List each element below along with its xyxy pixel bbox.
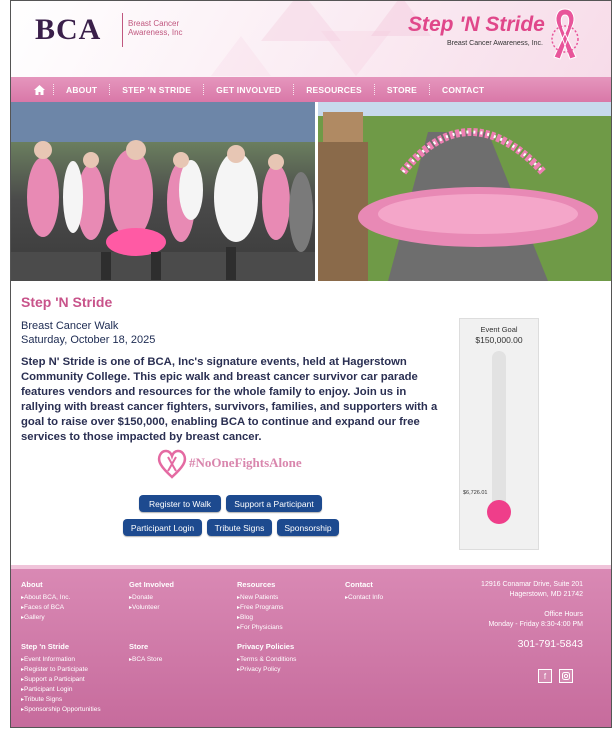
thermometer-tube (492, 351, 506, 523)
step-n-stride-logo-subtitle: Breast Cancer Awareness, Inc. (447, 40, 543, 47)
footer-link[interactable]: ▸ Volunteer (129, 603, 174, 613)
hashtag-text: #NoOneFightsAlone (189, 455, 302, 470)
footer-column-title: Step 'n Stride (21, 642, 70, 651)
page-title: Step 'N Stride (21, 294, 113, 310)
nav-item-resources[interactable]: RESOURCES (306, 84, 362, 95)
address-line-1: 12916 Conamar Drive, Suite 201 (481, 581, 583, 588)
home-icon[interactable] (25, 85, 53, 95)
footer-link[interactable]: ▸ Support a Participant (21, 675, 101, 685)
footer-link[interactable]: ▸ Participant Login (21, 685, 101, 695)
participant-login-button[interactable]: Participant Login (123, 519, 202, 536)
footer-link[interactable]: ▸ Register to Participate (21, 665, 101, 675)
nav-separator (429, 84, 430, 95)
walkers-photo (11, 102, 315, 281)
footer-column (21, 580, 70, 623)
footer-link[interactable]: ▸ Privacy Policy (237, 665, 296, 675)
footer-column-title: Contact (345, 580, 373, 589)
bca-logo[interactable]: BCA (35, 13, 102, 46)
footer-link[interactable]: ▸ Event Information (21, 655, 101, 665)
footer-link[interactable]: ▸ Free Programs (237, 603, 283, 613)
fundraising-thermometer (459, 318, 539, 550)
footer-link[interactable]: ▸ BCA Store (129, 655, 162, 665)
aerial-crowd-photo (318, 102, 612, 281)
sponsorship-button[interactable]: Sponsorship (277, 519, 339, 536)
footer-link[interactable]: ▸ Blog (237, 613, 283, 623)
instagram-icon[interactable] (559, 669, 573, 683)
nav-separator (203, 84, 204, 95)
footer-column (21, 642, 101, 715)
pink-ribbon-icon (548, 5, 582, 69)
phone-number[interactable]: 301-791-5843 (517, 638, 583, 650)
logo-divider (122, 13, 123, 47)
footer-link[interactable]: ▸ Donate (129, 593, 174, 603)
bca-logo-subtitle: Breast Cancer Awareness, Inc (128, 19, 183, 37)
footer-column-title: Privacy Policies (237, 642, 295, 651)
footer-link[interactable]: ▸ Faces of BCA (21, 603, 70, 613)
footer-column (129, 642, 162, 665)
nav-item-step-n-stride[interactable]: STEP 'N STRIDE (122, 84, 192, 95)
footer-link[interactable]: ▸ Contact Info (345, 593, 383, 603)
register-to-walk-button[interactable]: Register to Walk (139, 495, 221, 512)
footer-column-title: Resources (237, 580, 276, 589)
raised-amount: $6,726.01 (463, 490, 488, 496)
facebook-icon[interactable]: f (538, 669, 552, 683)
event-date: Saturday, October 18, 2025 (21, 334, 156, 346)
nav-separator (374, 84, 375, 95)
hashtag-banner (157, 447, 302, 479)
goal-amount: $150,000.00 (475, 335, 523, 345)
support-a-participant-button[interactable]: Support a Participant (226, 495, 322, 512)
footer-column (345, 580, 383, 603)
nav-separator (53, 84, 54, 95)
event-name: Breast Cancer Walk (21, 320, 119, 332)
nav-item-get-involved[interactable]: GET INVOLVED (216, 84, 282, 95)
footer-link[interactable]: ▸ New Patients (237, 593, 283, 603)
page-frame (10, 0, 612, 728)
heart-ribbon-icon (157, 447, 187, 479)
nav-separator (109, 84, 110, 95)
step-n-stride-logo-title[interactable]: Step 'N Stride (408, 13, 545, 36)
footer-link[interactable]: ▸ Sponsorship Opportunities (21, 705, 101, 715)
office-hours-value: Monday - Friday 8:30-4:00 PM (488, 621, 583, 628)
office-hours-label: Office Hours (544, 611, 583, 618)
main-nav (11, 77, 611, 102)
footer-link[interactable]: ▸ For Physicians (237, 623, 283, 633)
footer-link[interactable]: ▸ Gallery (21, 613, 70, 623)
site-header (11, 1, 611, 77)
footer-column-title: Get Involved (129, 580, 175, 589)
footer-link[interactable]: ▸ About BCA, Inc. (21, 593, 70, 603)
footer-link[interactable]: ▸ Tribute Signs (21, 695, 101, 705)
event-description: Step N' Stride is one of BCA, Inc's signature events, held at Hagerstown Community College. This epic walk and breast cancer survivor car parade features vendors and resources for the whole family to enjoy. Join us in rallying with breast cancer fighters, survivors, families, and supporters with a goal to raise over $150,000, enabling BCA to continue and expand our free services to those impacted by breast cancer. (21, 356, 438, 443)
footer-column (237, 580, 283, 633)
footer-column-title: Store (129, 642, 149, 651)
nav-separator (293, 84, 294, 95)
footer-column (237, 642, 296, 675)
footer-link[interactable]: ▸ Terms & Conditions (237, 655, 296, 665)
nav-item-about[interactable]: ABOUT (66, 84, 98, 95)
address-line-2: Hagerstown, MD 21742 (509, 591, 583, 598)
nav-item-contact[interactable]: CONTACT (442, 84, 485, 95)
tribute-signs-button[interactable]: Tribute Signs (207, 519, 272, 536)
nav-item-store[interactable]: STORE (386, 84, 417, 95)
goal-label: Event Goal (480, 325, 518, 334)
footer-column-title: About (21, 580, 43, 589)
thermometer-bulb (487, 500, 511, 524)
footer-column (129, 580, 174, 613)
